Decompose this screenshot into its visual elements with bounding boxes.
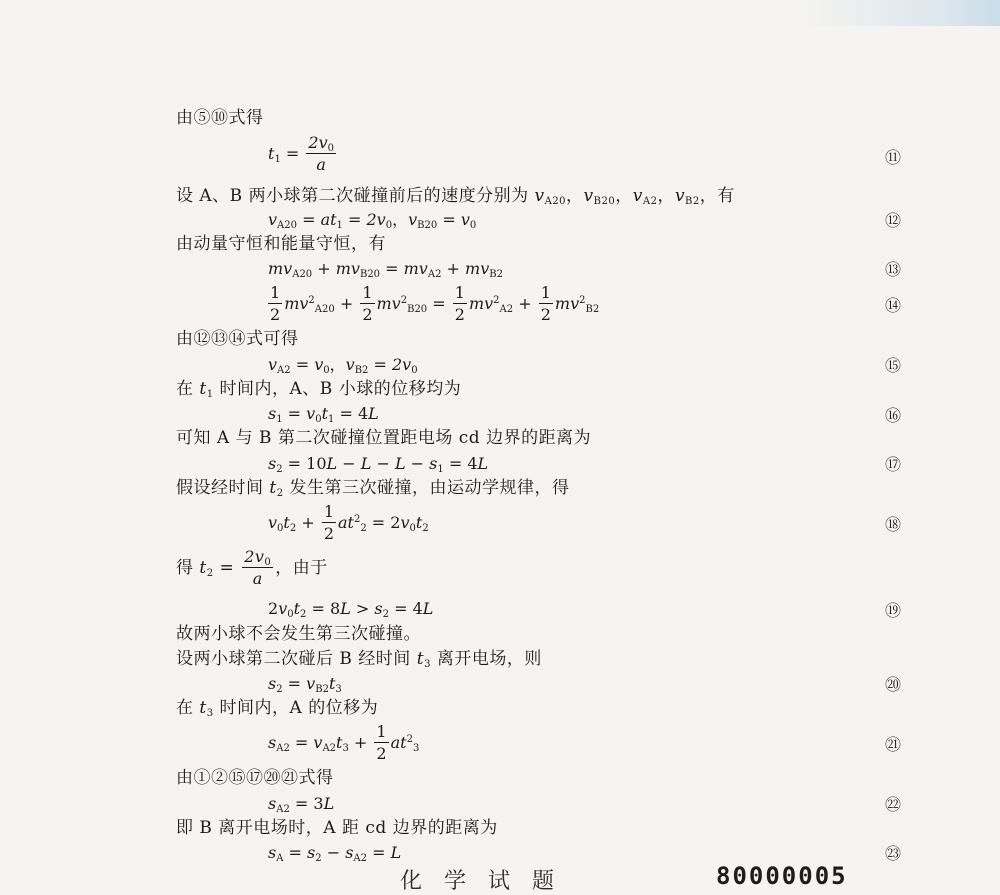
page-corner-shading (800, 0, 1000, 26)
text-line-5: 由动量守恒和能量守恒，有 (176, 234, 386, 254)
equation-number-19: ⑲ (884, 601, 901, 620)
text-line-10-part-1: 在 (176, 379, 194, 399)
equation-number-23: ㉓ (884, 844, 901, 863)
text-line-21-part-2: 时间内，A 的位移为 (219, 698, 379, 718)
equation-14: $\frac{1}{2}$ $mv^2_{A20}$ + $\frac{1}{2}$ $mv^2_{B20}$ = $\frac{1}{2}$ $mv^2_{A2}$ + $\frac{1}{2}$ $mv^2_{B2}$ (270, 283, 600, 325)
text-line-12: 可知 A 与 B 第二次碰撞位置距电场 cd 边界的距离为 (176, 428, 592, 448)
equation-23: $s_A = s_2 - s_{A2} = L$ (268, 843, 402, 864)
equation-17: $s_2 = 10L - L - L - s_1 = 4L$ (268, 454, 489, 475)
text-line-3-part-1: 设 A、B 两小球第二次碰撞前后的速度分别为 (176, 186, 529, 206)
equation-number-13: ⑬ (884, 260, 901, 279)
equation-19: $2v_0t_2 = 8L > s_2 = 4L$ (268, 599, 434, 620)
text-line-14-part-1: 假设经时间 (176, 478, 264, 498)
text-line-16-part-1: 得 (176, 557, 194, 578)
equation-20: $s_2 = v_{B2}t_3$ (268, 674, 342, 695)
equation-number-15: ⑮ (884, 356, 901, 375)
text-line-16-part-2: ，由于 (275, 557, 328, 578)
equation-number-20: ⑳ (884, 675, 901, 694)
equation-21: $s_{A2} = v_{A2}t_3$ + $\frac{1}{2}$ $at^2_3$ (268, 722, 420, 764)
equation-13: $mv_{A20} + mv_{B20} = mv_{A2} + mv_{B2}$ (268, 259, 503, 280)
text-line-19-part-1: 设两小球第二次碰后 B 经时间 (176, 649, 411, 669)
equation-number-11: ⑪ (884, 148, 901, 167)
text-line-10-part-2: 时间内，A、B 小球的位移均为 (219, 379, 462, 399)
text-line-21-part-1: 在 (176, 698, 194, 718)
text-line-14: 假设经时间 $t_2$ 发生第三次碰撞，由运动学规律，得 (176, 478, 570, 499)
equation-number-18: ⑱ (884, 515, 901, 534)
text-line-25: 即 B 离开电场时，A 距 cd 边界的距离为 (176, 818, 498, 838)
equation-11: $t_1$ = $\frac{2v_0}{a}$ (268, 133, 334, 175)
text-line-21: 在 $t_3$ 时间内，A 的位移为 (176, 698, 379, 719)
text-line-23: 由①②⑮⑰⑳㉑式得 (176, 768, 334, 788)
text-line-14-part-2: 发生第三次碰撞，由运动学规律，得 (289, 478, 570, 498)
text-line-3: 设 A、B 两小球第二次碰撞前后的速度分别为 $v_{A20}$，$v_{B20}$，$v_{A2}$，$v_{B2}$，有 (176, 186, 735, 207)
text-line-19: 设两小球第二次碰后 B 经时间 $t_3$ 离开电场，则 (176, 649, 542, 670)
equation-number-12: ⑫ (884, 211, 901, 230)
equation-12: $v_{A20} = at_1 = 2v_0$，$v_{B20} = v_0$ (268, 210, 477, 231)
text-line-16: 得 $t_2$ = $\frac{2v_0}{a}$ ，由于 (176, 547, 328, 589)
equation-22: $s_{A2} = 3L$ (268, 794, 335, 815)
equation-15: $v_{A2} = v_0$，$v_{B2} = 2v_0$ (268, 355, 418, 376)
text-line-10: 在 $t_1$ 时间内，A、B 小球的位移均为 (176, 379, 462, 400)
equation-number-17: ⑰ (884, 455, 901, 474)
text-line-1: 由⑤⑩式得 (176, 108, 264, 128)
equation-18: $v_0t_2$ + $\frac{1}{2}$ $at^2_2 = 2v_0t_2$ (268, 502, 429, 544)
text-line-3-part-2: ，有 (699, 186, 735, 206)
equation-number-16: ⑯ (884, 406, 901, 425)
page-serial-number: 80000005 (716, 862, 848, 890)
page-footer-text: 化学试题 (400, 869, 577, 894)
text-line-19-part-2: 离开电场，则 (436, 649, 542, 669)
text-line-8: 由⑫⑬⑭式可得 (176, 329, 299, 349)
text-line-18: 故两小球不会发生第三次碰撞。 (176, 624, 421, 644)
equation-number-14: ⑭ (884, 296, 901, 315)
equation-number-21: ㉑ (884, 735, 901, 754)
equation-16: $s_1 = v_0t_1 = 4L$ (268, 404, 379, 425)
equation-number-22: ㉒ (884, 795, 901, 814)
